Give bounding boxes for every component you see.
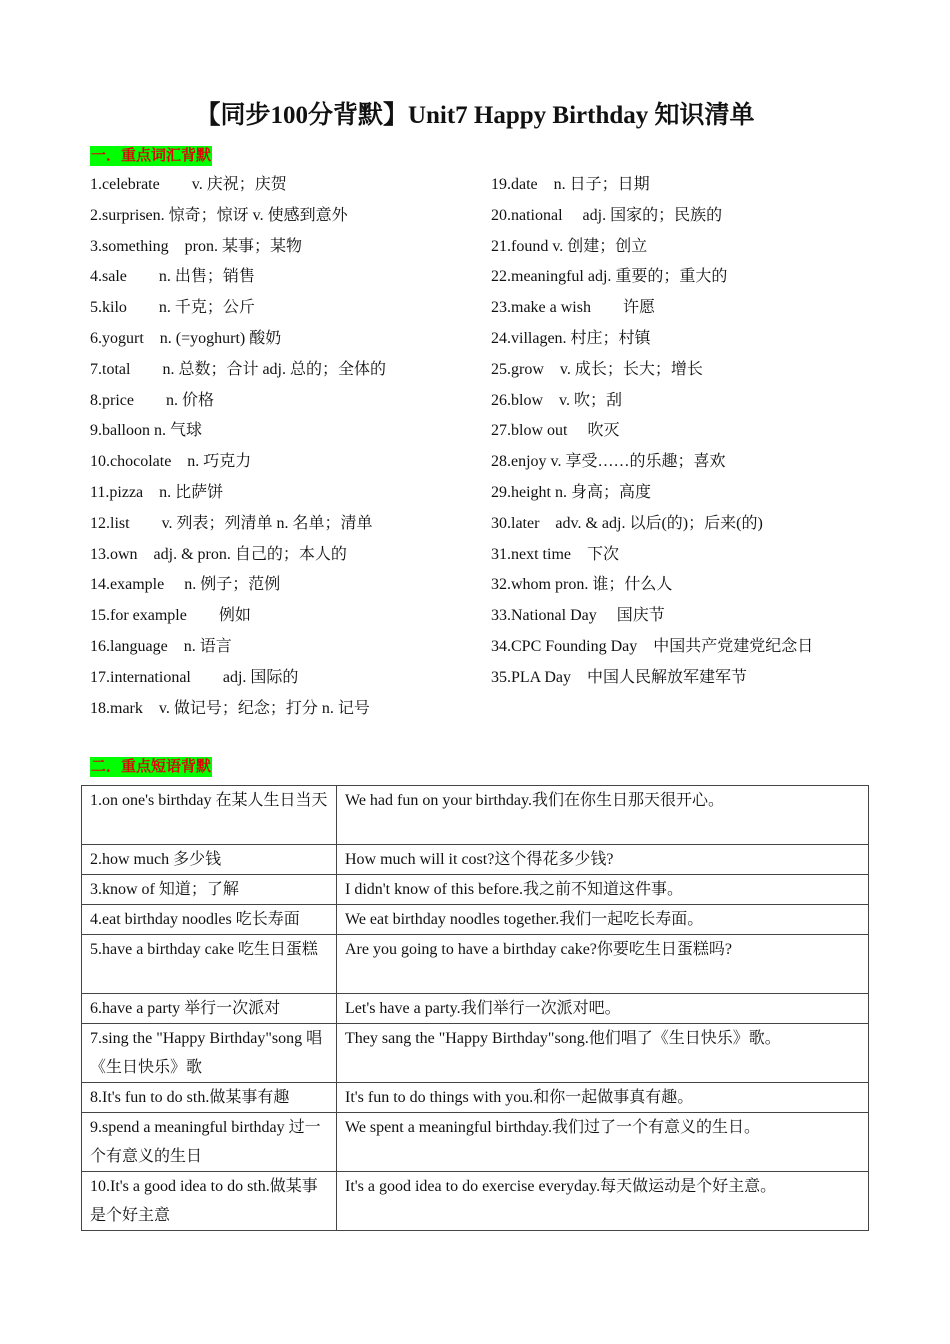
vocab-item: 17.international adj. 国际的 — [90, 668, 299, 686]
phrase-cell: 10.It's a good idea to do sth.做某事是个好主意 — [82, 1172, 337, 1231]
vocab-item: 3.something pron. 某事；某物 — [90, 237, 302, 255]
vocab-item: 23.make a wish 许愿 — [491, 299, 655, 317]
vocab-item: 29.height n. 身高；高度 — [491, 483, 651, 501]
section-heading-phrases: 二．重点短语背默 — [91, 759, 212, 775]
phrase-cell: 5.have a birthday cake 吃生日蛋糕 — [82, 935, 337, 994]
vocab-item: 33.National Day 国庆节 — [491, 607, 665, 625]
page-title: 【同步100分背默】Unit7 Happy Birthday 知识清单 — [195, 102, 755, 129]
vocab-item: 18.mark v. 做记号；纪念；打分 n. 记号 — [90, 699, 370, 717]
example-cell: They sang the "Happy Birthday"song.他们唱了《生日快乐》歌。 — [337, 1024, 869, 1083]
table-row — [82, 1172, 869, 1231]
vocab-item: 24.villagen. 村庄；村镇 — [491, 329, 651, 347]
phrase-cell: 2.how much 多少钱 — [82, 845, 337, 875]
vocabulary-list-right — [491, 170, 871, 694]
table-row — [82, 935, 869, 994]
example-cell: I didn't know of this before.我之前不知道这件事。 — [337, 875, 869, 905]
vocab-item: 28.enjoy v. 享受……的乐趣；喜欢 — [491, 453, 726, 471]
vocab-item: 34.CPC Founding Day 中国共产党建党纪念日 — [491, 637, 814, 655]
phrase-cell: 8.It's fun to do sth.做某事有趣 — [82, 1083, 337, 1113]
phrase-cell: 1.on one's birthday 在某人生日当天 — [82, 786, 337, 845]
phrases-table — [81, 785, 869, 1231]
example-cell: Are you going to have a birthday cake?你要吃生日蛋糕吗? — [337, 935, 869, 994]
table-row — [82, 875, 869, 905]
vocab-item: 21.found v. 创建；创立 — [491, 237, 648, 255]
vocab-item: 10.chocolate n. 巧克力 — [90, 453, 252, 471]
vocab-item: 12.list v. 列表；列清单 n. 名单；清单 — [90, 514, 373, 532]
table-row — [82, 845, 869, 875]
table-row — [82, 905, 869, 935]
vocab-item: 32.whom pron. 谁；什么人 — [491, 576, 673, 594]
vocab-item: 1.celebrate v. 庆祝；庆贺 — [90, 176, 287, 193]
vocab-item: 7.total n. 总数；合计 adj. 总的；全体的 — [90, 360, 386, 378]
vocab-item: 13.own adj. & pron. 自己的；本人的 — [90, 545, 347, 563]
phrase-cell: 9.spend a meaningful birthday 过一个有意义的生日 — [82, 1113, 337, 1172]
vocab-item: 11.pizza n. 比萨饼 — [90, 483, 224, 501]
table-row — [82, 994, 869, 1024]
phrase-cell: 6.have a party 举行一次派对 — [82, 994, 337, 1024]
vocab-item: 19.date n. 日子；日期 — [491, 176, 650, 193]
vocab-item: 2.surprisen. 惊奇；惊讶 v. 使感到意外 — [90, 206, 348, 224]
vocab-item: 14.example n. 例子；范例 — [90, 576, 281, 594]
table-row — [82, 1083, 869, 1113]
vocab-item: 9.balloon n. 气球 — [90, 422, 202, 440]
phrase-cell: 7.sing the "Happy Birthday"song 唱《生日快乐》歌 — [82, 1024, 337, 1083]
example-cell: It's fun to do things with you.和你一起做事真有趣。 — [337, 1083, 869, 1113]
section-heading-vocabulary: 一．重点词汇背默 — [91, 148, 212, 164]
vocab-item: 31.next time 下次 — [491, 545, 619, 563]
vocab-item: 30.later adv. & adj. 以后(的)；后来(的) — [491, 514, 763, 532]
phrase-cell: 4.eat birthday noodles 吃长寿面 — [82, 905, 337, 935]
example-cell: It's a good idea to do exercise everyday.每天做运动是个好主意。 — [337, 1172, 869, 1231]
vocab-item: 15.for example 例如 — [90, 607, 251, 625]
vocab-item: 16.language n. 语言 — [90, 637, 232, 655]
vocab-item: 27.blow out 吹灭 — [491, 422, 620, 440]
vocab-item: 26.blow v. 吹；刮 — [491, 391, 622, 409]
example-cell: We eat birthday noodles together.我们一起吃长寿面。 — [337, 905, 869, 935]
table-row — [82, 1113, 869, 1172]
example-cell: We spent a meaningful birthday.我们过了一个有意义的生日。 — [337, 1113, 869, 1172]
phrase-cell: 3.know of 知道；了解 — [82, 875, 337, 905]
vocab-item: 20.national adj. 国家的；民族的 — [491, 206, 723, 224]
vocab-item: 4.sale n. 出售；销售 — [90, 268, 255, 286]
example-cell: Let's have a party.我们举行一次派对吧。 — [337, 994, 869, 1024]
vocab-item: 25.grow v. 成长；长大；增长 — [491, 360, 703, 378]
vocabulary-list-left — [90, 170, 470, 724]
vocab-item: 8.price n. 价格 — [90, 391, 214, 409]
vocab-item: 22.meaningful adj. 重要的；重大的 — [491, 268, 728, 286]
vocab-item: 6.yogurt n. (=yoghurt) 酸奶 — [90, 329, 282, 347]
vocab-item: 35.PLA Day 中国人民解放军建军节 — [491, 668, 748, 686]
example-cell: How much will it cost?这个得花多少钱? — [337, 845, 869, 875]
example-cell: We had fun on your birthday.我们在你生日那天很开心。 — [337, 786, 869, 845]
table-row — [82, 786, 869, 845]
vocab-item: 5.kilo n. 千克；公斤 — [90, 299, 255, 317]
table-row — [82, 1024, 869, 1083]
